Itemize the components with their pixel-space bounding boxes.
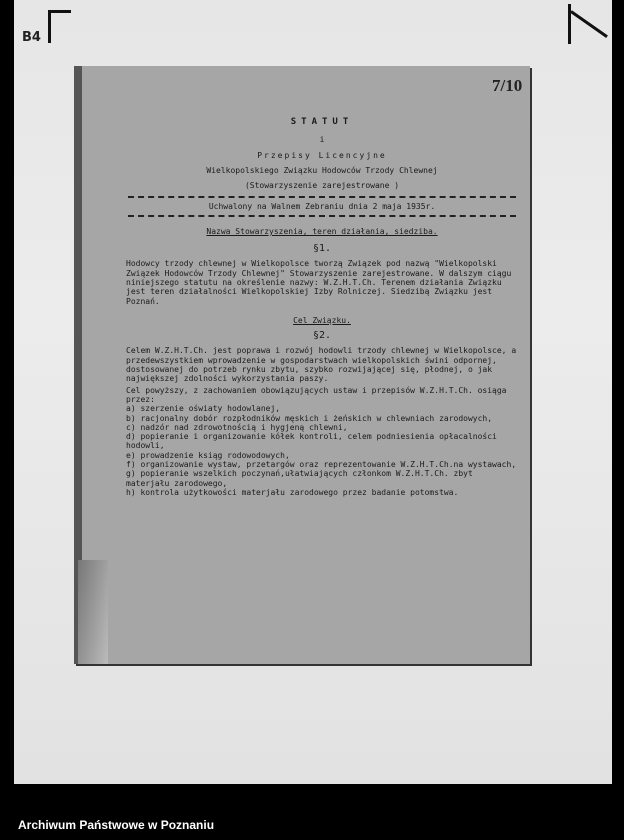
list-item: f) organizowanie wystaw, przetargów oraz reprezentowanie W.Z.H.T.Ch.na wystawach, [126,460,517,470]
doc-subtitle: Przepisy Licencyjne [257,150,387,160]
paragraph-2: Celem W.Z.H.T.Ch. jest poprawa i rozwój hodowli trzody chlewnej w Wielkopolsce, a przedewszystkiem wprowadzenie w gospodarstwach wielkopolskich świni odpornej, dostosowanej do potrzeb rynku zbytu, szybko rozwijającej się, płodnej, o jak największej zdolności wykorzystania paszy. [126,346,517,384]
film-tag: B4 [22,30,41,45]
doc-organization: Wielkopolskiego Związku Hodowców Trzody Chlewnej [206,165,438,175]
doc-title: STATUT [290,117,354,127]
paragraph-1: Hodowcy trzody chlewnej w Wielkopolsce tworzą Związek pod nazwą "Wielkopolski Związek Hodowców Trzody Chlewnej" Stowarzyszenie zarejestrowane. W dalszym ciągu niniejszego statutu na określenie nazwy: W.Z.H.T.Ch. Terenem działania Związku jest teren działalności Wielkopolskiej Izby Rolniczej. Siedzibą Związku jest Poznań. [126,259,512,306]
crop-mark-left [48,10,71,43]
list-item: c) nadzór nad zdrowotnością i hygjeną chlewni, [126,422,348,432]
archive-name: Archiwum Państwowe w Poznaniu [18,818,215,832]
section-heading-1: Nazwa Stowarzyszenia, teren działania, siedziba. [206,226,438,236]
divider [128,215,516,217]
doc-status: (Stowarzyszenie zarejestrowane ) [244,181,400,191]
list-item: e) prowadzenie ksiąg rodowodowych, [126,450,290,460]
section-heading-2: Cel Związku. [293,315,351,325]
section-number-1: §1. [312,243,332,255]
goal-list [126,404,518,497]
list-item: g) popieranie wszelkich poczynań,ułatwiających członkom W.Z.H.T.Ch. zbyt materjału zarodowego, [126,469,473,488]
list-item: a) szerzenie oświaty hodowlanej, [126,404,281,414]
section-number-2: §2. [312,330,332,342]
divider [128,196,516,198]
crop-mark-right [568,4,611,44]
list-item: h) kontrola użytkowości materjału zarodowego przez badanie potomstwa. [126,487,459,497]
doc-conjunction: i [319,135,325,145]
document-text [126,118,518,497]
page-number: 7/10 [492,76,523,95]
page-fold [78,560,108,664]
doc-adopted: Uchwalony na Walnem Zebraniu dnia 2 maja 1935r. [208,202,436,212]
list-item: b) racjonalny dobór rozpłodników męskich i żeńskich w chlewniach zarodowych, [126,413,493,423]
paragraph-3: Cel powyższy, z zachowaniem obowiązujących ustaw i przepisów W.Z.H.T.Ch. osiąga przez: [126,385,507,404]
list-item: d) popieranie i organizowanie kółek kontroli, celem podniesienia opłacalności hodowli, [126,432,497,451]
archive-footer [0,814,624,840]
